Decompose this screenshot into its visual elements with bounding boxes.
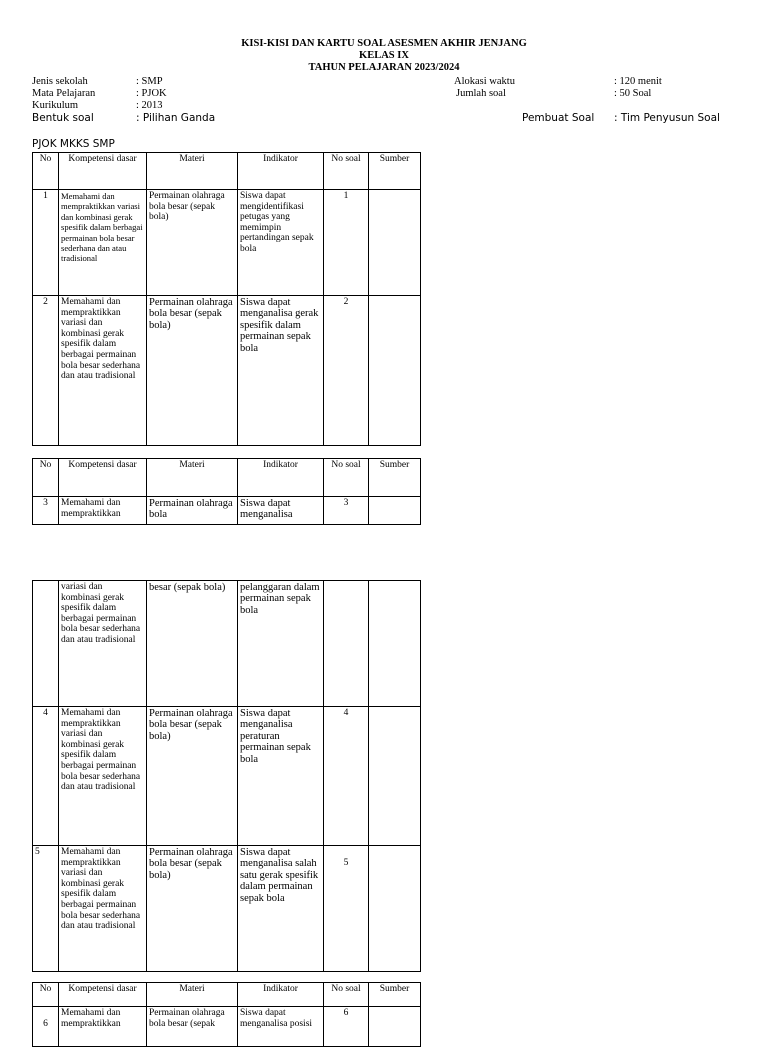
row-no-soal: 4 bbox=[324, 707, 369, 846]
row-no-soal: 6 bbox=[324, 1007, 369, 1047]
bentuk-soal-label: Bentuk soal bbox=[32, 112, 94, 124]
pembuat-soal-label: Pembuat Soal bbox=[522, 112, 595, 124]
table-row bbox=[33, 190, 421, 296]
row-sumber bbox=[369, 581, 421, 707]
mata-pelajaran-value: : PJOK bbox=[136, 88, 167, 99]
header-materi: Materi bbox=[147, 459, 238, 497]
table-row bbox=[33, 497, 421, 525]
row-no: 6 bbox=[33, 1007, 59, 1047]
row-materi: Permainan olahraga bola besar (sepak bbox=[147, 1007, 238, 1047]
row-indikator: Siswa dapat menganalisa salah satu gerak spesifik dalam permainan sepak bola bbox=[238, 846, 324, 972]
row-sumber bbox=[369, 846, 421, 972]
row-kompetensi-dasar: Memahami dan mempraktikkan bbox=[59, 1007, 147, 1047]
row-indikator: Siswa dapat menganalisa peraturan permainan sepak bola bbox=[238, 707, 324, 846]
row-kompetensi-dasar: Memahami dan mempraktikkan variasi dan kombinasi gerak spesifik dalam berbagai permainan bola besar sederhana dan atau tradisional bbox=[59, 190, 147, 296]
row-kompetensi-dasar: Memahami dan mempraktikkan variasi dan kombinasi gerak spesifik dalam berbagai permainan bola besar sederhana dan atau tradisional bbox=[59, 296, 147, 446]
row-no: 3 bbox=[33, 497, 59, 525]
header-materi: Materi bbox=[147, 983, 238, 1007]
header-no: No bbox=[33, 983, 59, 1007]
row-kompetensi-dasar: Memahami dan mempraktikkan variasi dan kombinasi gerak spesifik dalam berbagai permainan bola besar sederhana dan atau tradisional bbox=[59, 846, 147, 972]
header-no: No bbox=[33, 459, 59, 497]
class-label: KELAS IX bbox=[359, 50, 409, 61]
row-sumber bbox=[369, 1007, 421, 1047]
row-no: 2 bbox=[33, 296, 59, 446]
kisi-kisi-table-4 bbox=[32, 982, 421, 1047]
row-no: 5 bbox=[33, 846, 59, 972]
bentuk-soal-value: : Pilihan Ganda bbox=[136, 112, 216, 124]
header-indikator: Indikator bbox=[238, 983, 324, 1007]
row-kompetensi-dasar: Memahami dan mempraktikkan variasi dan kombinasi gerak spesifik dalam berbagai permainan bola besar sederhana dan atau tradisional bbox=[59, 707, 147, 846]
header-sumber: Sumber bbox=[369, 153, 421, 190]
row-indikator: Siswa dapat menganalisa posisi bbox=[238, 1007, 324, 1047]
table-header-row bbox=[33, 459, 421, 497]
row-no-soal: 1 bbox=[324, 190, 369, 296]
alokasi-waktu-label: Alokasi waktu bbox=[454, 76, 515, 87]
table-row bbox=[33, 581, 421, 707]
table-header-row bbox=[33, 983, 421, 1007]
row-indikator: pelanggaran dalam permainan sepak bola bbox=[238, 581, 324, 707]
document-title: KISI-KISI DAN KARTU SOAL ASESMEN AKHIR JENJANG bbox=[241, 38, 527, 49]
table-header-row bbox=[33, 153, 421, 190]
row-sumber bbox=[369, 707, 421, 846]
row-no bbox=[33, 581, 59, 707]
table-row bbox=[33, 296, 421, 446]
jumlah-soal-value: : 50 Soal bbox=[614, 88, 652, 99]
jenis-sekolah-value: : SMP bbox=[136, 76, 163, 87]
row-materi: Permainan olahraga bola besar (sepak bola) bbox=[147, 190, 238, 296]
kurikulum-label: Kurikulum bbox=[32, 100, 79, 111]
row-no-soal: 5 bbox=[324, 846, 369, 972]
row-no-soal bbox=[324, 581, 369, 707]
row-no-soal: 2 bbox=[324, 296, 369, 446]
header-no-soal: No soal bbox=[324, 459, 369, 497]
header-sumber: Sumber bbox=[369, 459, 421, 497]
row-materi: Permainan olahraga bola besar (sepak bola) bbox=[147, 707, 238, 846]
table-row bbox=[33, 1007, 421, 1047]
row-sumber bbox=[369, 296, 421, 446]
table-row bbox=[33, 707, 421, 846]
header-no-soal: No soal bbox=[324, 983, 369, 1007]
kisi-kisi-table-3 bbox=[32, 580, 421, 972]
kisi-kisi-table-1 bbox=[32, 152, 421, 446]
jumlah-soal-label: Jumlah soal bbox=[456, 88, 506, 99]
kurikulum-value: : 2013 bbox=[136, 100, 163, 111]
table-row bbox=[33, 846, 421, 972]
row-no: 4 bbox=[33, 707, 59, 846]
row-kompetensi-dasar: Memahami dan mempraktikkan bbox=[59, 497, 147, 525]
table-caption: PJOK MKKS SMP bbox=[32, 138, 115, 150]
row-no-soal: 3 bbox=[324, 497, 369, 525]
header-kompetensi-dasar: Kompetensi dasar bbox=[59, 153, 147, 190]
header-indikator: Indikator bbox=[238, 459, 324, 497]
kisi-kisi-table-2 bbox=[32, 458, 421, 525]
row-indikator: Siswa dapat menganalisa gerak spesifik dalam permainan sepak bola bbox=[238, 296, 324, 446]
row-no: 1 bbox=[33, 190, 59, 296]
header-kompetensi-dasar: Kompetensi dasar bbox=[59, 459, 147, 497]
row-materi: Permainan olahraga bola bbox=[147, 497, 238, 525]
jenis-sekolah-label: Jenis sekolah bbox=[32, 76, 88, 87]
row-indikator: Siswa dapat mengidentifikasi petugas yang memimpin pertandingan sepak bola bbox=[238, 190, 324, 296]
school-year: TAHUN PELAJARAN 2023/2024 bbox=[308, 62, 460, 73]
row-materi: Permainan olahraga bola besar (sepak bola) bbox=[147, 296, 238, 446]
row-kompetensi-dasar: variasi dan kombinasi gerak spesifik dalam berbagai permainan bola besar sederhana dan atau tradisional bbox=[59, 581, 147, 707]
header-sumber: Sumber bbox=[369, 983, 421, 1007]
header-indikator: Indikator bbox=[238, 153, 324, 190]
header-kompetensi-dasar: Kompetensi dasar bbox=[59, 983, 147, 1007]
header-no-soal: No soal bbox=[324, 153, 369, 190]
row-sumber bbox=[369, 190, 421, 296]
row-materi: Permainan olahraga bola besar (sepak bola) bbox=[147, 846, 238, 972]
row-materi: besar (sepak bola) bbox=[147, 581, 238, 707]
row-indikator: Siswa dapat menganalisa bbox=[238, 497, 324, 525]
header-no: No bbox=[33, 153, 59, 190]
alokasi-waktu-value: : 120 menit bbox=[614, 76, 662, 87]
row-sumber bbox=[369, 497, 421, 525]
pembuat-soal-value: : Tim Penyusun Soal bbox=[614, 112, 720, 124]
mata-pelajaran-label: Mata Pelajaran bbox=[32, 88, 96, 99]
header-materi: Materi bbox=[147, 153, 238, 190]
